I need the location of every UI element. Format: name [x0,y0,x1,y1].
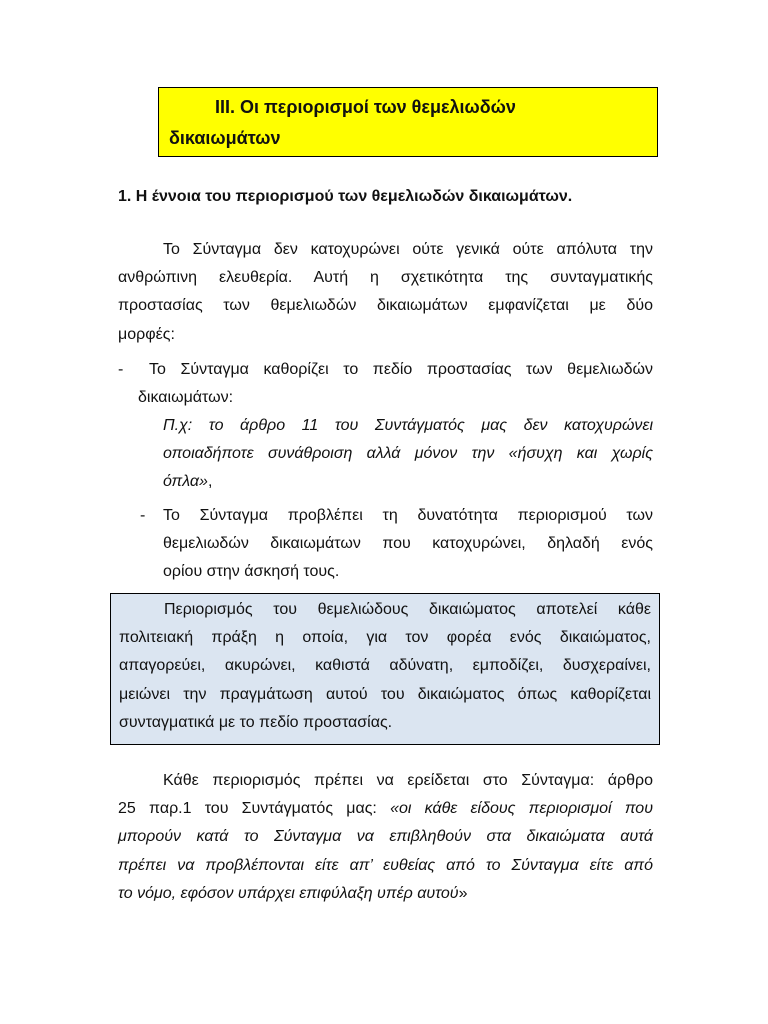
bullet-2-line-3: ορίου στην άσκησή τους. [163,563,340,581]
section-title-box [158,87,658,157]
example-paragraph [163,412,653,497]
intro-line-2: ανθρώπινη ελευθερία. Αυτή η σχετικότητα της συνταγματικής [118,269,653,287]
closing-line-2-quote: «οι κάθε είδους περιορισμοί που [390,800,654,818]
bullet-1-line-1: Το Σύνταγμα καθορίζει το πεδίο προστασίας των θεμελιωδών [149,361,653,378]
intro-paragraph [118,236,653,349]
example-line-3-tail: , [207,473,213,491]
bullet-item-1 [118,356,653,412]
closing-line-5: το νόμο, εφόσον υπάρχει επιφύλαξη υπέρ αυτού [118,884,459,902]
intro-line-4: μορφές: [118,325,175,343]
definition-line-5: συνταγματικά με το πεδίο προστασίας. [119,713,393,731]
example-line-3: όπλα» [163,473,208,491]
closing-line-4: πρέπει να προβλέπονται είτε απ’ ευθείας από το Σύνταγμα είτε από [118,856,653,874]
intro-line-1: Το Σύνταγμα δεν κατοχυρώνει ούτε γενικά ούτε απόλυτα την [163,241,653,258]
definition-line-2: πολιτειακή πράξη η οποία, για τον φορέα ενός δικαιώματος, [119,629,651,647]
closing-line-1: Κάθε περιορισμός πρέπει να ερείδεται στο Σύνταγμα: άρθρο [163,772,653,789]
subsection-heading: 1. Η έννοια του περιορισμού των θεμελιωδών δικαιωμάτων. [118,188,573,205]
definition-line-1: Περιορισμός του θεμελιώδους δικαιώματος αποτελεί κάθε [164,601,651,618]
example-line-1: Π.χ: το άρθρο 11 του Συντάγματός μας δεν κατοχυρώνει [163,417,653,434]
bullet-2-line-1: Το Σύνταγμα προβλέπει τη δυνατότητα περιορισμού των [163,507,653,524]
closing-paragraph [118,767,653,908]
definition-box [110,593,660,745]
bullet-dash-1: - [118,361,124,378]
closing-line-5-tail: » [458,884,468,902]
section-title-line-2: δικαιωμάτων [169,128,281,148]
definition-line-3: απαγορεύει, ακυρώνει, καθιστά αδύνατη, εμποδίζει, δυσχεραίνει, [119,657,651,675]
closing-line-3: μπορούν κατά το Σύνταγμα να επιβληθούν στα δικαιώματα αυτά [118,828,653,846]
section-title-line-1: III. Οι περιορισμοί των θεμελιωδών [215,97,516,117]
bullet-2-line-2: θεμελιωδών δικαιωμάτων που κατοχυρώνει, δηλαδή ενός [163,535,653,553]
closing-line-2-plain: 25 παρ.1 του Συντάγματός μας: [118,800,391,818]
intro-line-3: προστασίας των θεμελιωδών δικαιωμάτων εμφανίζεται με δύο [118,297,653,315]
definition-line-4: μειώνει την πραγμάτωση αυτού του δικαιώματος όπως καθορίζεται [119,685,651,703]
bullet-item-2 [118,502,653,587]
example-line-2: οποιαδήποτε συνάθροιση αλλά μόνον την «ήσυχη και χωρίς [163,445,653,463]
bullet-1-line-2: δικαιωμάτων: [138,389,234,407]
bullet-dash-2: - [140,507,146,524]
